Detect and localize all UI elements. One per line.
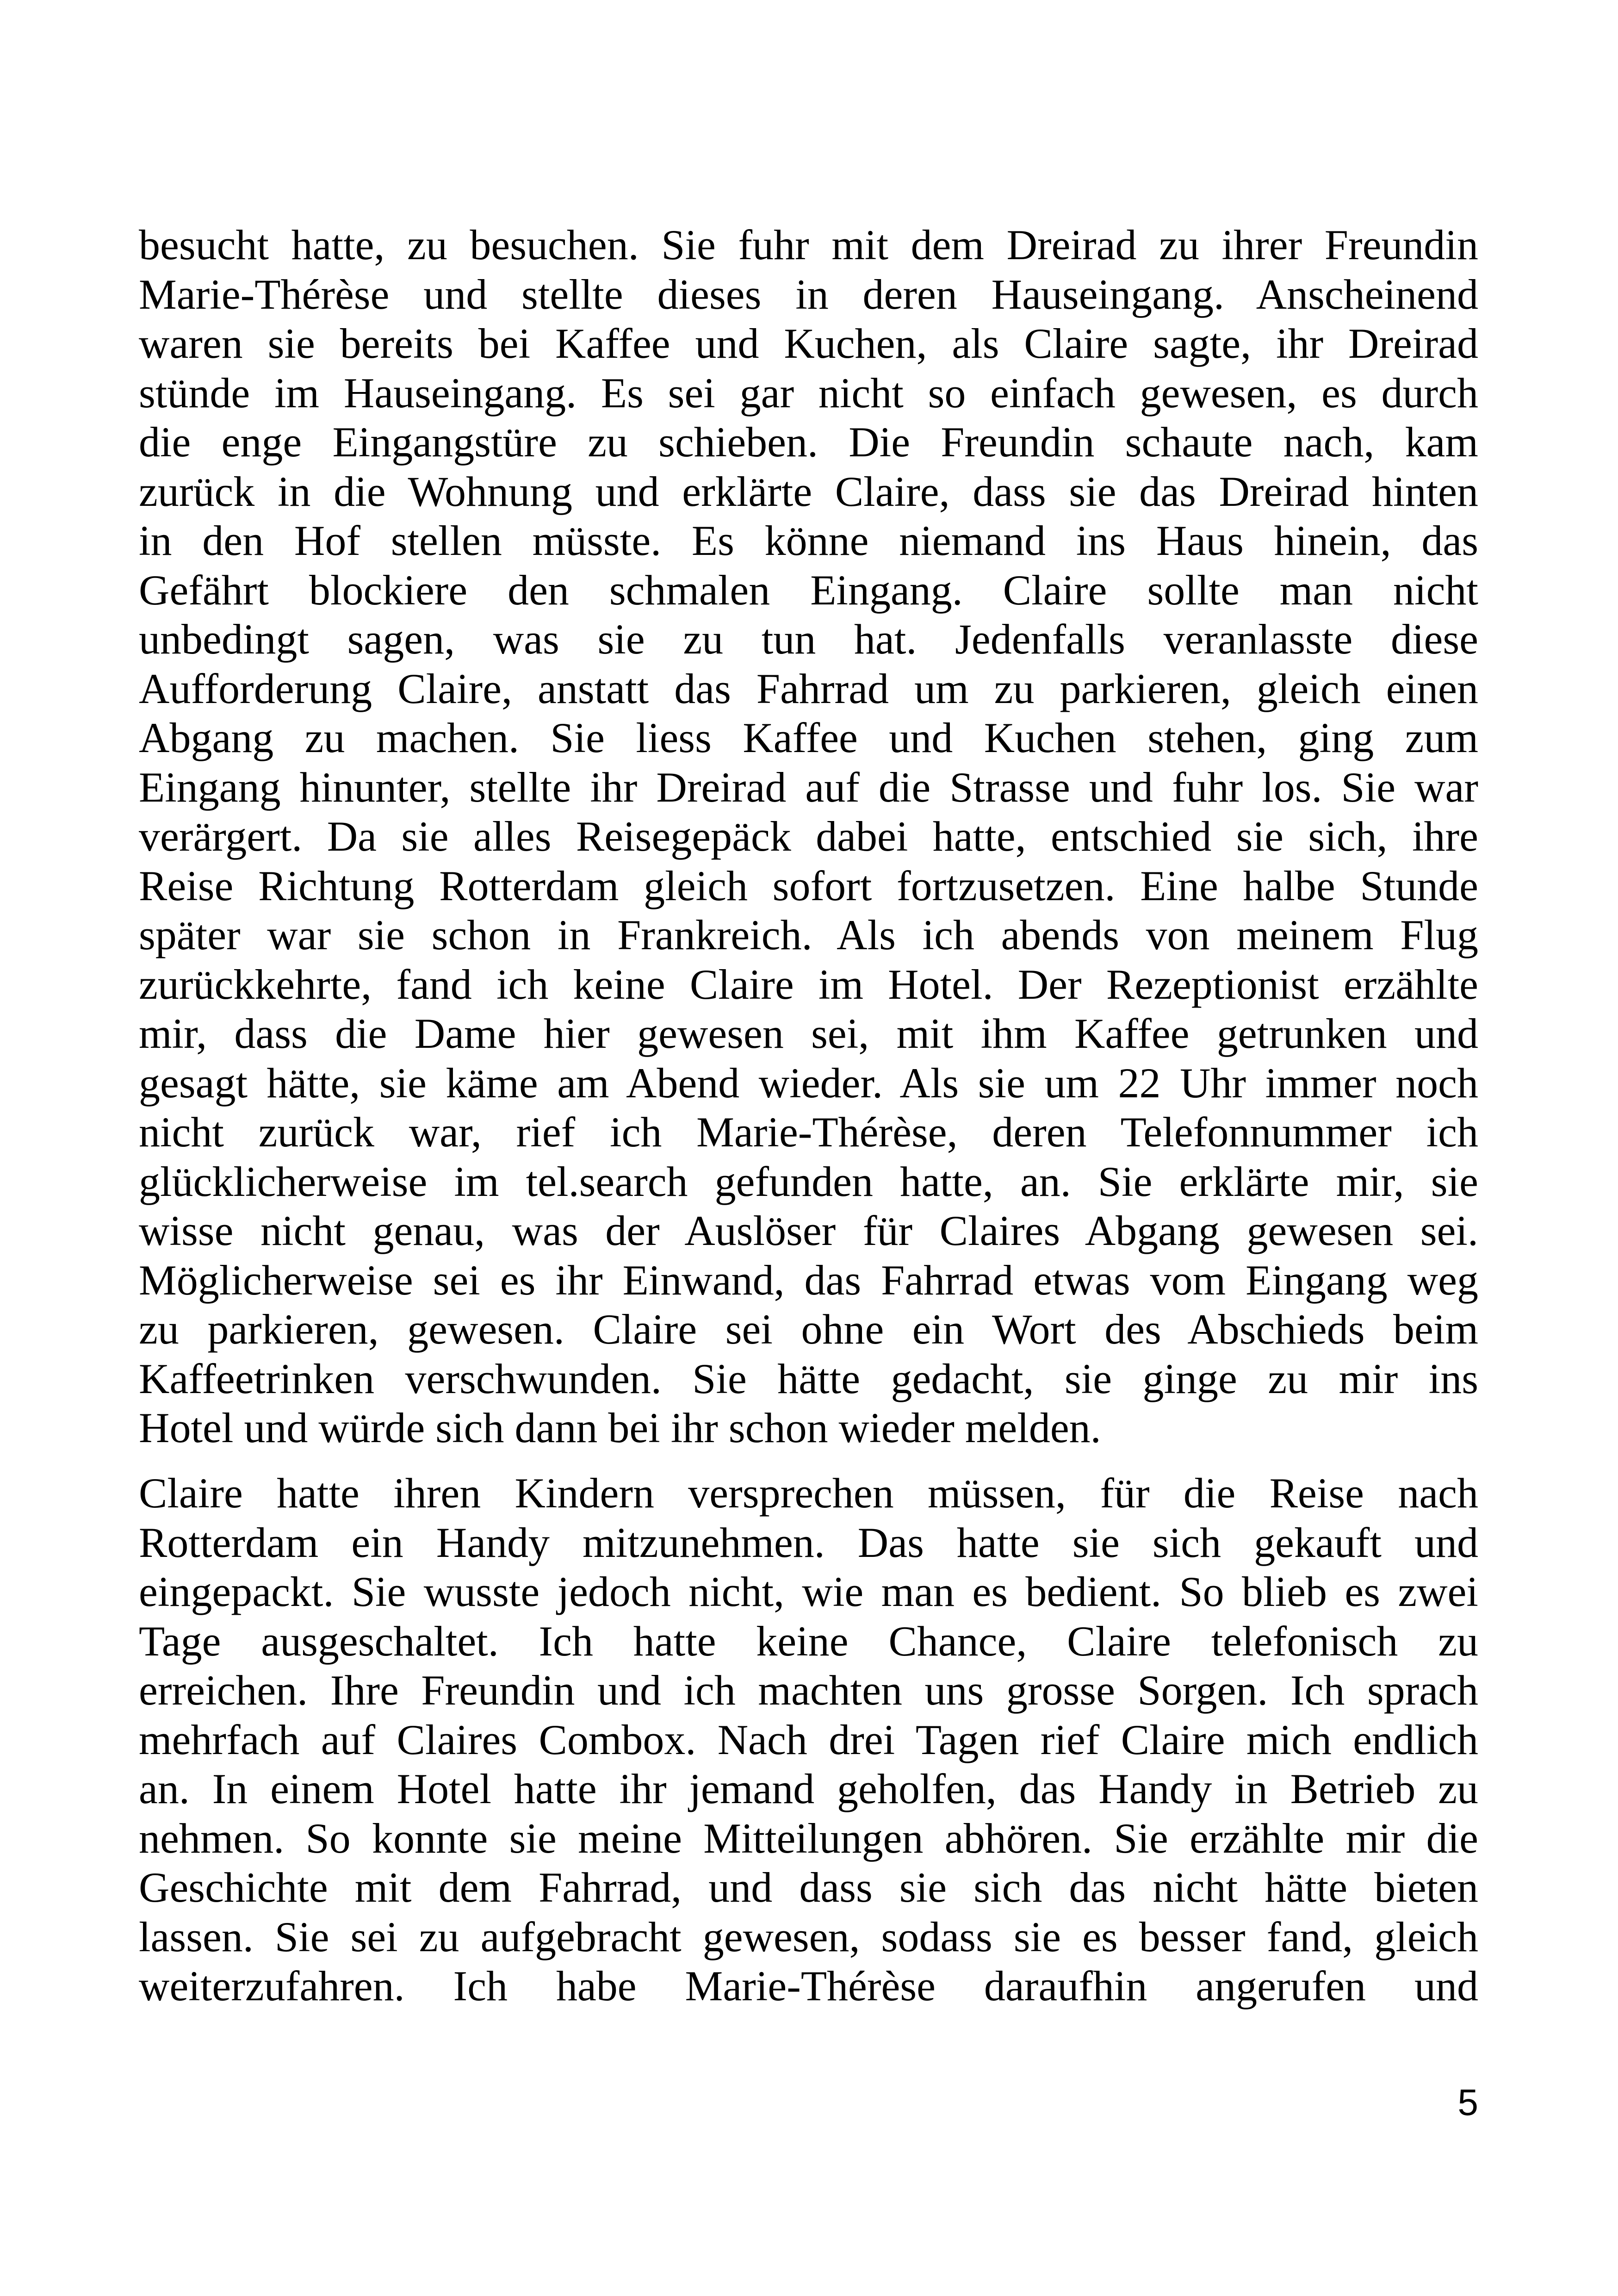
text-line: verärgert. Da sie alles Reisegepäck dabei hatte, entschied sie sich, ihre [139,813,1478,860]
text-line: Gefährt blockiere den schmalen Eingang. Claire sollte man nicht [139,566,1478,614]
text-line: wisse nicht genau, was der Auslöser für Claires Abgang gewesen sei. [139,1207,1478,1254]
text-line: zurück in die Wohnung und erklärte Claire, dass sie das Dreirad hinten [139,467,1478,515]
text-line: Claire hatte ihren Kindern versprechen müssen, für die Reise nach [139,1469,1478,1517]
text-line: mir, dass die Dame hier gewesen sei, mit ihm Kaffee getrunken und [139,1010,1478,1057]
text-line: zu parkieren, gewesen. Claire sei ohne ein Wort des Abschieds beim [139,1306,1478,1353]
text-line: Tage ausgeschaltet. Ich hatte keine Chance, Claire telefonisch zu [139,1617,1478,1665]
text-line: mehrfach auf Claires Combox. Nach drei Tagen rief Claire mich endlich [139,1716,1478,1763]
paragraph-2 [139,1468,1478,2011]
text-line: eingepackt. Sie wusste jedoch nicht, wie man es bedient. So blieb es zwei [139,1568,1478,1615]
text-line: nicht zurück war, rief ich Marie-Thérèse, deren Telefonnummer ich [139,1108,1478,1156]
text-line: unbedingt sagen, was sie zu tun hat. Jedenfalls veranlasste diese [139,616,1478,663]
paragraph-1 [139,220,1478,1453]
text-line: erreichen. Ihre Freundin und ich machten uns grosse Sorgen. Ich sprach [139,1667,1478,1714]
text-line: Geschichte mit dem Fahrrad, und dass sie sich das nicht hätte bieten [139,1864,1478,1911]
text-line: lassen. Sie sei zu aufgebracht gewesen, sodass sie es besser fand, gleich [139,1913,1478,1960]
text-line: Möglicherweise sei es ihr Einwand, das Fahrrad etwas vom Eingang weg [139,1256,1478,1304]
text-line: die enge Eingangstüre zu schieben. Die Freundin schaute nach, kam [139,418,1478,466]
text-line: glücklicherweise im tel.search gefunden hatte, an. Sie erklärte mir, sie [139,1157,1478,1205]
text-line: besucht hatte, zu besuchen. Sie fuhr mit dem Dreirad zu ihrer Freundin [139,221,1478,268]
text-line: Eingang hinunter, stellte ihr Dreirad auf die Strasse und fuhr los. Sie war [139,763,1478,811]
text-line: zurückkehrte, fand ich keine Claire im Hotel. Der Rezeptionist erzählte [139,960,1478,1008]
text-line: später war sie schon in Frankreich. Als ich abends von meinem Flug [139,911,1478,958]
text-line: stünde im Hauseingang. Es sei gar nicht so einfach gewesen, es durch [139,369,1478,417]
text-line: waren sie bereits bei Kaffee und Kuchen, als Claire sagte, ihr Dreirad [139,320,1478,367]
text-line: weiterzufahren. Ich habe Marie-Thérèse daraufhin angerufen und [139,1962,1478,2010]
text-line: nehmen. So konnte sie meine Mitteilungen abhören. Sie erzählte mir die [139,1814,1478,1862]
text-line: gesagt hätte, sie käme am Abend wieder. Als sie um 22 Uhr immer noch [139,1059,1478,1107]
text-line: Aufforderung Claire, anstatt das Fahrrad um zu parkieren, gleich einen [139,665,1478,712]
text-line: in den Hof stellen müsste. Es könne niemand ins Haus hinein, das [139,517,1478,564]
text-line: Rotterdam ein Handy mitzunehmen. Das hatte sie sich gekauft und [139,1518,1478,1566]
text-line: an. In einem Hotel hatte ihr jemand geholfen, das Handy in Betrieb zu [139,1765,1478,1812]
text-line: Abgang zu machen. Sie liess Kaffee und Kuchen stehen, ging zum [139,714,1478,761]
text-line: Marie-Thérèse und stellte dieses in deren Hauseingang. Anscheinend [139,270,1478,318]
text-line: Kaffeetrinken verschwunden. Sie hätte gedacht, sie ginge zu mir ins [139,1355,1478,1402]
text-line: Reise Richtung Rotterdam gleich sofort fortzusetzen. Eine halbe Stunde [139,862,1478,909]
text-line: Hotel und würde sich dann bei ihr schon wieder melden. [139,1404,1101,1451]
page-number: 5 [1457,2082,1478,2123]
